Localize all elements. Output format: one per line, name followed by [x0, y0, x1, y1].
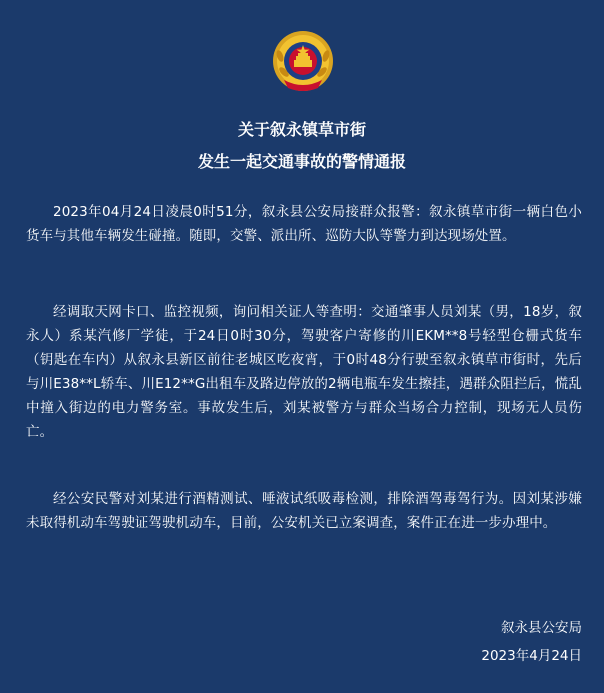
issue-date: 2023年4月24日 [481, 648, 582, 664]
notice-title-line1: 关于叙永镇草市街 [237, 120, 366, 139]
notice-title-line2: 发生一起交通事故的警情通报 [197, 152, 406, 171]
issuer-signature: 叙永县公安局 [501, 620, 582, 636]
police-emblem-icon [270, 30, 336, 96]
paragraph-3: 经公安民警对刘某进行酒精测试、唾液试纸吸毒检测，排除酒驾毒驾行为。因刘某涉嫌未取得机动车驾驶证驾驶机动车，目前，公安机关已立案调查，案件正在进一步办理中。 [26, 491, 582, 531]
paragraph-2: 经调取天网卡口、监控视频，询问相关证人等查明：交通肇事人员刘某（男，18岁，叙永人）系某汽修厂学徒，于24日0时30分，驾驶客户寄修的川EKM**8号轻型仓栅式货车（钥匙在车内）从叙永县新区前往老城区吃夜宵，于0时48分行驶至叙永镇草市街时，先后与川E38**L轿车、川E12**G出租车及路边停放的2辆电瓶车发生擦挂，遇群众阻拦后，慌乱中撞入街边的电力警务室。事故发生后，刘某被警方与群众当场合力控制，现场无人员伤亡。 [26, 304, 582, 440]
paragraph-1: 2023年04月24日凌晨0时51分，叙永县公安局接群众报警：叙永镇草市街一辆白色小货车与其他车辆发生碰撞。随即，交警、派出所、巡防大队等警力到达现场处置。 [26, 204, 582, 244]
